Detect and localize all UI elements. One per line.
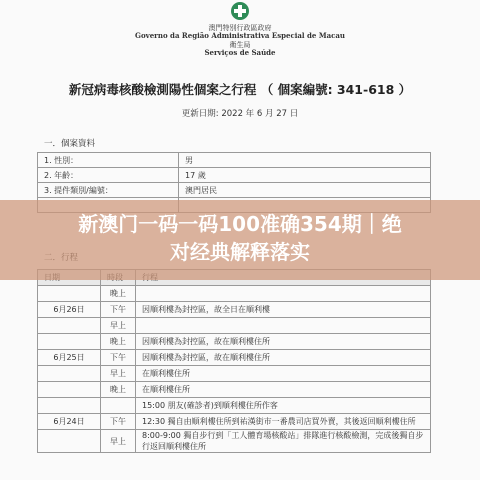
itinerary-activity: 8:00-9:00 獨自步行到「工人體育場核酸站」排隊進行核酸檢測，完成後獨自步行返回順利樓住所 xyxy=(136,430,431,453)
itinerary-slot: 下午 xyxy=(101,302,136,318)
itinerary-date xyxy=(38,366,101,382)
itinerary-activity xyxy=(136,286,431,302)
itinerary-activity xyxy=(136,318,431,334)
info-key: 1. 性別： xyxy=(38,153,179,168)
itinerary-slot: 早上 xyxy=(101,366,136,382)
itinerary-activity: 因順利樓為封控區，故全日在順利樓 xyxy=(136,302,431,318)
header-gov-zh: 澳門特別行政區政府 xyxy=(208,24,272,32)
itinerary-date xyxy=(38,286,101,302)
itinerary-slot: 晚上 xyxy=(101,286,136,302)
table-row xyxy=(38,382,431,398)
itinerary-slot xyxy=(101,398,136,414)
header-gov-pt: Governo da Região Administrativa Especial de Macau xyxy=(135,31,345,40)
itinerary-activity: 15:00 朋友(確診者)到順利樓住所作客 xyxy=(136,398,431,414)
table-row xyxy=(38,286,431,302)
itinerary-date xyxy=(38,382,101,398)
updated-date: 更新日期: 2022 年 6 月 27 日 xyxy=(181,109,299,119)
itinerary-date: 6月25日 xyxy=(38,350,101,366)
table-row xyxy=(38,153,431,168)
header-dept-zh: 衛生局 xyxy=(229,41,251,49)
info-key: 3. 提件類別/編號： xyxy=(38,183,179,198)
info-value: 男 xyxy=(179,153,431,168)
table-row xyxy=(38,414,431,430)
itinerary-activity: 因順利樓為封控區，故在順利樓住所 xyxy=(136,350,431,366)
itinerary-date xyxy=(38,334,101,350)
table-row xyxy=(38,430,431,453)
itinerary-activity: 在順利樓住所 xyxy=(136,366,431,382)
info-key: 2. 年齡： xyxy=(38,168,179,183)
section-case-info-heading: 一．個案資料 xyxy=(44,139,96,149)
itinerary-activity: 因順利樓為封控區，故在順利樓住所 xyxy=(136,334,431,350)
table-row xyxy=(38,318,431,334)
itinerary-slot: 晚上 xyxy=(101,334,136,350)
itinerary-activity: 在順利樓住所 xyxy=(136,382,431,398)
table-row xyxy=(38,302,431,318)
macau-health-logo-icon xyxy=(231,2,249,20)
table-row xyxy=(38,366,431,382)
itinerary-date xyxy=(38,318,101,334)
itinerary-date xyxy=(38,430,101,453)
header-dept-pt: Serviços de Saúde xyxy=(204,48,276,57)
itinerary-activity: 12:30 獨自由順利樓住所到祐漢街市一番農司店買外賣，其後返回順利樓住所 xyxy=(136,414,431,430)
table-row xyxy=(38,334,431,350)
itinerary-slot: 晚上 xyxy=(101,382,136,398)
table-row xyxy=(38,398,431,414)
table-row xyxy=(38,168,431,183)
info-value: 澳門居民 xyxy=(179,183,431,198)
itinerary-table xyxy=(37,269,431,453)
document-title: 新冠病毒核酸檢測陽性個案之行程 （ 個案編號: 341-618 ） xyxy=(68,82,412,97)
table-row xyxy=(38,183,431,198)
itinerary-date: 6月26日 xyxy=(38,302,101,318)
itinerary-slot: 早上 xyxy=(101,430,136,453)
itinerary-slot: 下午 xyxy=(101,414,136,430)
itinerary-slot: 下午 xyxy=(101,350,136,366)
info-value: 17 歲 xyxy=(179,168,431,183)
itinerary-date xyxy=(38,398,101,414)
banner-text-line2: 对经典解释落实 xyxy=(170,240,310,264)
itinerary-slot: 早上 xyxy=(101,318,136,334)
banner-text-line1: 新澳门一码一码100准确354期｜绝 xyxy=(78,212,402,236)
itinerary-date: 6月24日 xyxy=(38,414,101,430)
table-row xyxy=(38,350,431,366)
